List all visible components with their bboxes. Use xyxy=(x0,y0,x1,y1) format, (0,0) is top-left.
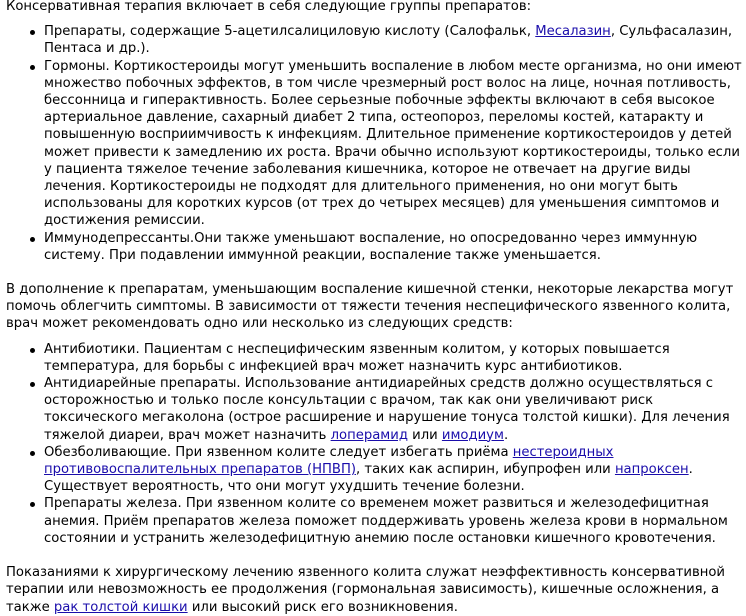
surgery-paragraph: Показаниями к хирургическому лечению язвенного колита служат неэффективность консервативной терапии или невозможность ее продолжения (гормональная зависимость), кишечные осложнения, а также рак толстой кишки или высокий риск его возникновения. xyxy=(6,565,725,615)
nsaid-link[interactable]: нестероидных противовоспалительных препаратов (НПВП) xyxy=(44,444,614,478)
paragraph: В дополнение к препаратам, уменьшающим воспаление кишечной стенки, некоторые лекарства могут помочь облегчить симптомы. В зависимости от тяжести течения неспецифического язвенного колита, врач может рекомендовать одно или несколько из следующих средств: xyxy=(6,282,734,332)
list-item: Препараты, содержащие 5-ацетилсалициловую кислоту (Салофальк, Месалазин, Сульфасалазин, Пентаса и др.). xyxy=(44,23,743,57)
list-item: Препараты железа. При язвенном колите со временем может развиться и железодефицитная анемия. Приём препаратов железа поможет поддерживать уровень железа крови в нормальном состоянии и устранить железодефицитную анемию после остановки кишечного кровотечения. xyxy=(44,495,743,547)
list-item: Обезболивающие. При язвенном колите следует избегать приёма нестероидных противовоспалительных препаратов (НПВП), таких как аспирин, ибупрофен или напроксен. Существует вероятность, что они могут ухудшить течение болезни. xyxy=(44,444,743,496)
intro-text: Консервативная терапия включает в себя следующие группы препаратов: xyxy=(6,0,532,14)
symptom-relief-list xyxy=(6,341,743,547)
naproxen-link[interactable]: напроксен xyxy=(614,462,689,478)
list-item: Антибиотики. Пациентам с неспецифическим язвенным колитом, у которых повышается температура, для борьбы с инфекцией врач может назначить курс антибиотиков. xyxy=(44,341,743,375)
mesalazine-link[interactable]: Месалазин xyxy=(535,24,611,40)
list-item: Иммунодепрессанты.Они также уменьшают воспаление, но опосредованно через иммунную систему. При подавлении иммунной реакции, воспаление также уменьшается. xyxy=(44,230,743,264)
loperamide-link[interactable]: лоперамид xyxy=(330,427,408,443)
imodium-link[interactable]: имодиум xyxy=(441,427,504,443)
colon-cancer-link[interactable]: рак толстой кишки xyxy=(53,599,188,615)
list-item: Гормоны. Кортикостероиды могут уменьшить воспаление в любом месте организма, но они имеют множество побочных эффектов, в том числе чрезмерный рост волос на лице, ночная потливость, бессонница и гиперактивность. Более серьезные побочные эффекты включают в себя высокое артериальное давление, сахарный диабет 2 типа, остеопороз, переломы костей, катаракту и повышенную восприимчивость к инфекциям. Длительное применение кортикостероидов у детей может привести к замедлению их роста. Врачи обычно используют кортикостероиды, только если у пациента тяжелое течение заболевания кишечника, которое не отвечает на другие виды лечения. Кортикостероиды не подходят для длительного применения, но они могут быть использованы для коротких курсов (от трех до четырех месяцев) для уменьшения симптомов и достижения ремиссии. xyxy=(44,58,742,229)
list-item: Антидиарейные препараты. Использование антидиарейных средств должно осуществляться с осторожностью и только после консультации с врачом, так как они увеличивают риск токсического мегаколона (острое расширение и нарушение тонуса толстой кишки). Для лечения тяжелой диареи, врач может назначить лоперамид или имодиум. xyxy=(44,375,743,444)
conservative-therapy-list xyxy=(6,23,743,264)
